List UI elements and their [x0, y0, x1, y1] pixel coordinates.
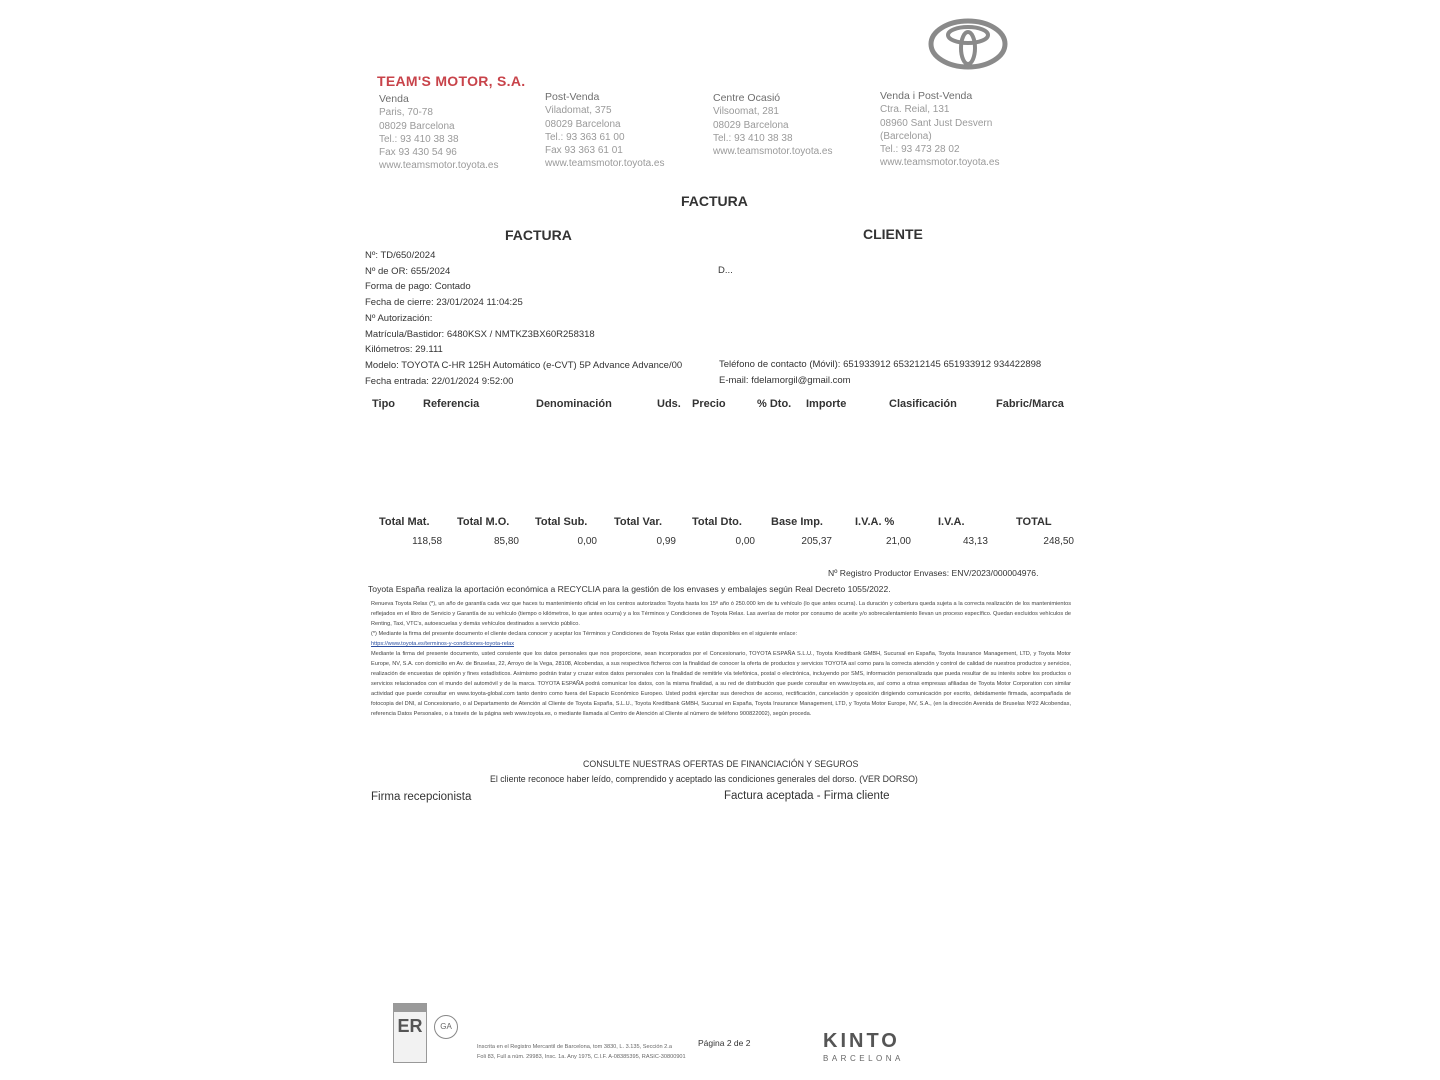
branch-line: www.teamsmotor.toyota.es — [713, 146, 833, 158]
toyota-logo — [928, 18, 1008, 70]
signature-client: Factura aceptada - Firma cliente — [724, 790, 890, 802]
total-var-label: Total Var. — [614, 516, 663, 528]
aenor-ga-seal — [431, 1003, 461, 1061]
or-number: Nº de OR: 655/2024 — [365, 265, 451, 277]
total-sub-label: Total Sub. — [535, 516, 588, 528]
branch-venda — [379, 93, 499, 173]
branch-line: 08029 Barcelona — [545, 118, 621, 130]
branch-line: Vilsoomat, 281 — [713, 106, 779, 118]
client-name: D... — [718, 265, 733, 276]
branch-line: Fax 93 363 61 01 — [545, 145, 623, 157]
client-email: E-mail: fdelamorgil@gmail.com — [719, 375, 851, 386]
branch-line: Tel.: 93 473 28 02 — [880, 144, 960, 156]
branch-line: www.teamsmotor.toyota.es — [880, 157, 1000, 169]
iva-pct-label: I.V.A. % — [855, 516, 895, 528]
section-factura-title: FACTURA — [505, 227, 572, 243]
col-importe: Importe — [806, 398, 847, 410]
registry-line-1: Inscrita en el Registro Mercantil de Barcelona, tom 3830, L. 3.135, Sección 2.a — [477, 1044, 672, 1050]
base-imp-value: 205,37 — [801, 536, 832, 547]
col-dto: % Dto. — [757, 398, 792, 410]
terms-link[interactable]: https://www.toyota.es/terminos-y-condiciones-toyota-relax — [371, 641, 515, 647]
total-dto-label: Total Dto. — [692, 516, 742, 528]
model: Modelo: TOYOTA C-HR 125H Automático (e-CVT) 5P Advance Advance/00 — [365, 359, 683, 371]
col-clasificacion: Clasificación — [889, 398, 957, 410]
client-acknowledgement: El cliente reconoce haber leído, comprendido y aceptado las condiciones generales del dorso. (VER DORSO) — [490, 774, 918, 784]
branch-sant-just — [880, 90, 1000, 170]
total-label: TOTAL — [1016, 516, 1052, 528]
entry-date: Fecha entrada: 22/01/2024 9:52:00 — [365, 375, 514, 387]
iva-value: 43,13 — [962, 536, 988, 547]
branch-line: Fax 93 430 54 96 — [379, 147, 457, 159]
branch-title: Post-Venda — [545, 91, 600, 103]
col-tipo: Tipo — [372, 398, 396, 410]
legal-text — [371, 599, 1071, 719]
branch-title: Venda i Post-Venda — [880, 90, 973, 102]
section-cliente-title: CLIENTE — [863, 226, 923, 242]
branch-line: Ctra. Reial, 131 — [880, 104, 950, 116]
iva-label: I.V.A. — [938, 516, 965, 528]
total-mo-value: 85,80 — [493, 536, 519, 547]
branch-line: Paris, 70-78 — [379, 107, 433, 119]
branch-line: Tel.: 93 410 38 38 — [713, 132, 793, 144]
signature-receptionist: Firma recepcionista — [371, 791, 472, 803]
total-mat-label: Total Mat. — [379, 516, 430, 528]
col-uds: Uds. — [657, 398, 681, 410]
branch-line: Tel.: 93 363 61 00 — [545, 131, 625, 143]
invoice-number: Nº: TD/650/2024 — [365, 250, 436, 261]
client-phone: Teléfono de contacto (Móvil): 651933912 653212145 651933912 934422898 — [719, 359, 1042, 370]
plate-vin: Matrícula/Bastidor: 6480KSX / NMTKZ3BX60R258318 — [365, 328, 595, 340]
page-number: Página 2 de 2 — [698, 1038, 751, 1048]
col-referencia: Referencia — [423, 398, 480, 410]
legal-relax: Renueva Toyota Relax (*), un año de garantía cada vez que haces tu mantenimiento oficial en los centros autorizados Toyota hasta los 15º año ó 250.000 km de tu vehículo (lo que antes ocurra). La duración y cobertura queda sujeta a la correcta realización de los mantenimientos reflejados en el libro de Servicio y Garantía de su vehículo (tiempo o kilómetros, lo que antes ocurra) y a los Términos y Condiciones de Toyota Relax. Las averías de motor por consumo de aceite y/o sobrecalentamiento llevan un proceso específico. Quedan excluidos vehículos de Renting, Taxi, VTC's, autoescuelas y demás vehículos destinados a servicio público. — [371, 601, 1071, 627]
total-sub-value: 0,00 — [577, 536, 597, 547]
kilometers: Kilómetros: 29.111 — [365, 344, 443, 356]
branch-line: (Barcelona) — [880, 130, 932, 142]
consult-offers: CONSULTE NUESTRAS OFERTAS DE FINANCIACIÓN Y SEGUROS — [583, 759, 859, 769]
registry-line-2: Foli 83, Full a núm. 29983, Insc. 1a. Any 1975, C.I.F. A-08385395, RASIC-30800901 — [477, 1054, 686, 1060]
invoice-details — [365, 248, 682, 389]
branch-line: 08029 Barcelona — [379, 120, 455, 132]
aenor-er-seal — [393, 1003, 427, 1063]
branch-line: Viladomat, 375 — [545, 105, 612, 117]
col-precio: Precio — [692, 398, 726, 410]
total-var-value: 0,99 — [656, 536, 676, 547]
col-denominacion: Denominación — [536, 398, 612, 410]
branch-title: Centre Ocasió — [713, 92, 781, 104]
kinto-logo: KINTO — [823, 1030, 900, 1052]
branch-line: 08960 Sant Just Desvern — [880, 117, 993, 129]
col-fabric-marca: Fabric/Marca — [996, 398, 1064, 410]
branch-line: www.teamsmotor.toyota.es — [545, 158, 665, 170]
recyclia-note: Toyota España realiza la aportación económica a RECYCLIA para la gestión de los envases y embalajes según Real Decreto 1055/2022. — [368, 584, 891, 594]
branch-centre-ocasio — [713, 92, 833, 158]
base-imp-label: Base Imp. — [771, 516, 823, 528]
branch-line: 08029 Barcelona — [713, 119, 789, 131]
authorization-number: Nº Autorización: — [365, 312, 433, 324]
iva-pct-value: 21,00 — [885, 536, 911, 547]
branch-post-venda — [545, 91, 665, 171]
branch-title: Venda — [379, 93, 409, 105]
branch-line: www.teamsmotor.toyota.es — [379, 160, 499, 172]
document-title: FACTURA — [681, 193, 748, 209]
seal-ga-text: GA — [434, 1015, 458, 1039]
company-name: TEAM'S MOTOR, S.A. — [377, 73, 526, 89]
total-mat-value: 118,58 — [412, 536, 442, 547]
legal-data-protection: Mediante la firma del presente documento, usted consiente que los datos personales que nos proporcione, sean incorporados por el Concesionario, TOYOTA ESPAÑA S.L.U., Toyota Kreditbank GMBH, Sucursal en España, Toyota Insurance Management, LTD, y Toyota Motor Europe, NV, S.A. con domicilio en Av. de Bruselas, 22, Arroyo de la Vega, 28108, Alcobendas, a sus respectivos ficheros con la finalidad de conocer la oferta de productos y servicios TOYOTA así como para la correcta atención y control de calidad de nuestros productos y servicios, realización de encuestas de opinión y fines estadísticos. Asimismo podrán tratar y cruzar estos datos personales con la finalidad de remitirle vía telefónica, postal o electrónica, incluyendo por SMS, información personalizada que pueda resultar de su interés sobre los productos o servicios relacionados con el mundo del automóvil y de la marca. TOYOTA ESPAÑA podrá comunicar los datos, con la misma finalidad, a su red de distribución que puede consultar en www.toyota.es, así como a otras empresas afiliadas de Toyota Motor Corporation con similar actividad que puede consultar en www.toyota-global.com tanto dentro como fuera del Espacio Económico Europeo. Usted podrá ejercitar sus derechos de acceso, rectificación, cancelación y oposición dirigiendo comunicación por escrito, debidamente firmada, acompañada de fotocopia del DNI, al Concesionario, o al Departamento de Atención al Cliente de Toyota España, S.L.U., Toyota Kreditbank GMBH, Sucursal en España, Toyota Insurance Management, LTD, y Toyota Motor Europe, NV, S.A., (en la dirección Avenida de Bruselas Nº22 Alcobendas, referencia Datos Personales, o a través de la página web www.toyota.es, o mediante llamada al Centro de Atención al Cliente al número de teléfono 900822002), según proceda. — [371, 651, 1071, 717]
total-mo-label: Total M.O. — [457, 516, 510, 528]
kinto-city: BARCELONA — [823, 1054, 904, 1063]
branch-line: Tel.: 93 410 38 38 — [379, 133, 459, 145]
total-dto-value: 0,00 — [735, 536, 755, 547]
seal-er-text: ER — [397, 1016, 423, 1036]
legal-relax-acceptance: (*) Mediante la firma del presente documento el cliente declara conocer y aceptar los Términos y Condiciones de Toyota Relax que están disponibles en el siguiente enlace: — [371, 631, 798, 637]
registro-envases: Nº Registro Productor Envases: ENV/2023/000004976. — [828, 568, 1039, 578]
total-value: 248,50 — [1043, 536, 1074, 547]
closing-date: Fecha de cierre: 23/01/2024 11:04:25 — [365, 297, 523, 309]
payment-method: Forma de pago: Contado — [365, 281, 471, 293]
